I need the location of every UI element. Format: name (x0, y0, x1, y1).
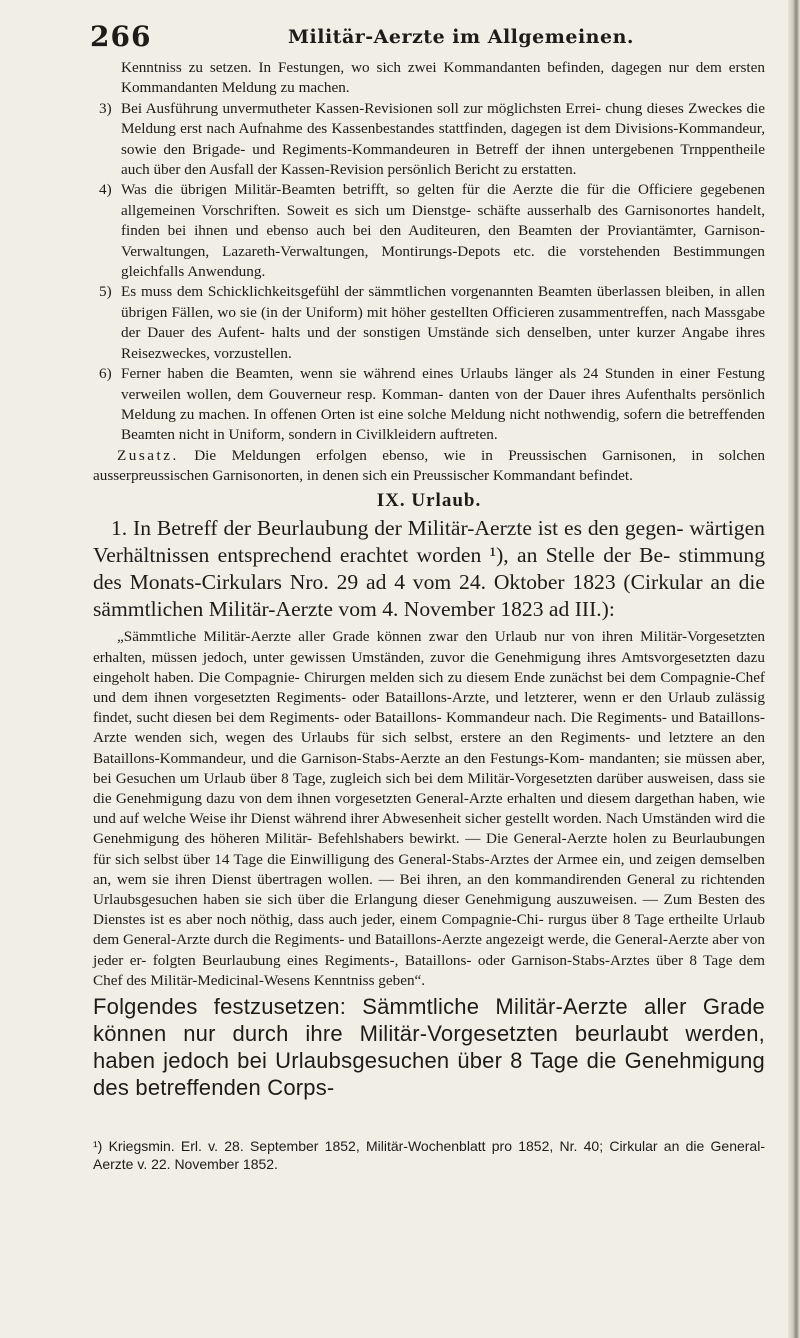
zusatz-paragraph (93, 446, 765, 487)
item-text: Bei Ausführung unvermutheter Kassen-Revisionen soll zur möglichsten Errei- chung dieses Zweckes die Meldung erst nach Aufnahme des Kassenbestandes stattfinden, dagegen ist dem Divisions-Kommandeur, sowie den Brigade- und Regiments-Kommandeuren in Betreff der ihnen untergebenen Trnppentheile auch über den Ausfall der Kassen-Revision persönlich Bericht zu erstatten. (121, 99, 765, 179)
item-text: Ferner haben die Beamten, wenn sie während eines Urlaubs länger als 24 Stunden in einer Festung verweilen wollen, dem Gouverneur resp. Komman- danten von der Dauer ihres Aufenthalts persönlich Meldung zu machen. In offenen Orten ist eine solche Meldung nicht nothwendig, sofern die betreffenden Beamten nicht in Uniform, sondern in Civilkleidern auftreten. (121, 365, 765, 444)
section-heading: IX. Urlaub. (376, 489, 482, 511)
page-body (93, 58, 765, 1173)
list-item-6 (93, 364, 765, 446)
page-header (90, 20, 770, 60)
paragraph-text: In Betreff der Beurlaubung der Militär-Aerzte ist es den gegen- wärtigen Verhältnissen entsprechend erachtet worden ¹), an Stelle der Be- stimmung des Monats-Cirkulars Nro. 29 ad 4 vom 24. Oktober 1823 (Cirkular an die sämmtlichen Militär-Aerzte vom 4. November 1823 ad III.): (93, 515, 765, 622)
section-paragraph-1 (93, 515, 765, 624)
list-item-4 (93, 180, 765, 282)
list-item-3 (93, 99, 765, 181)
item-number: 6) (99, 365, 112, 383)
zusatz-label: Zusatz. (117, 446, 179, 464)
item-number: 3) (99, 99, 112, 117)
page-number: 266 (90, 20, 152, 53)
running-title: Militär-Aerzte im Allgemeinen. (288, 26, 635, 48)
quoted-regulation: „Sämmtliche Militär-Aerzte aller Grade können zwar den Urlaub nur von ihren Militär-Vorgesetzten erhalten, müssen jedoch, unter gewissen Umständen, zuvor die Genehmigung ihres Amtsvorgesetzten dazu eingeholt haben. Die Compagnie- Chirurgen melden sich zu diesem Ende zunächst bei dem Compagnie-Chef und dem ihnen vorgesetzten Regiments- oder Bataillons-Arzte, und letzterer, wenn er den Urlaub zulässig findet, sucht diesen bei dem Regiments- oder Bataillons- Kommandeur nach. Die Regiments- und Bataillons-Arzte wenden sich, wegen des Urlaubs für sich selbst, erstere an den Regiments- und letztere an den Bataillons-Kommandeur, und die Garnison-Stabs-Aerzte an den Festungs-Kom- mandanten; sie müssen aber, bei Gesuchen um Urlaub über 8 Tage, zugleich sich bei dem Militär-Vorgesetzten darüber ausweisen, dass sie die Genehmigung dazu von dem ihnen vorgesetzten General-Arzte erhalten und diesem dargethan haben, wie und auf welche Weise ihr Dienst während ihrer Abwesenheit sicher gestellt worden. Nach Umständen wird die Genehmigung des höheren Militär- Befehlshabers bewirkt. — Die General-Aerzte holen zu Beurlaubungen für sich selbst über 14 Tage die Einwilligung des General-Stabs-Arztes der Armee ein, und zeigen demselben an, wem sie ihren Dienst übertragen wollen. — Bei ihren, an den kommandirenden General zu richtenden Urlaubsgesuchen haben sie sich über die Erlangung dieser Genehmigung auszuweisen. — Zum Besten des Dienstes ist es aber noch nöthig, dass auch jeder, einem Compagnie-Chi- rurgus über 8 Tage ertheilte Urlaub dem General-Arzte durch die Regiments- und Bataillons-Aerzte angezeigt werde, die General-Aerzte aber von jeder er- folgten Beurlaubung eines Regiments-, Bataillons- oder Garnison-Stabs-Arztes über 8 Tage dem Chef des Militär-Medicinal-Wesens Kenntniss geben“. (93, 628, 765, 989)
list-item-5 (93, 282, 765, 364)
item-number: 4) (99, 181, 112, 199)
page-edge-shadow (788, 0, 800, 1338)
item-number: 5) (99, 283, 112, 301)
intro-paragraph: Kenntniss zu setzen. In Festungen, wo sich zwei Kommandanten befinden, dagegen nur dem ersten Kommandanten Meldung zu machen. (121, 59, 765, 97)
paragraph-number: 1. (111, 515, 128, 540)
zusatz-text: Die Meldungen erfolgen ebenso, wie in Preussischen Garnisonen, in solchen ausserpreussischen Garnisonorten, in denen sich ein Preussischer Kommandant befindet. (93, 446, 766, 485)
footnote: ¹) Kriegsmin. Erl. v. 28. September 1852, Militär-Wochenblatt pro 1852, Nr. 40; Cirkular an die General-Aerzte v. 22. November 1852. (93, 1138, 765, 1172)
decree-paragraph: Folgendes festzusetzen: Sämmtliche Militär-Aerzte aller Grade können nur durch ihre Militär-Vorgesetzten beurlaubt werden, haben jedoch bei Urlaubsgesuchen über 8 Tage die Genehmigung des betreffenden Corps- (93, 994, 765, 1100)
item-text: Es muss dem Schicklichkeitsgefühl der sämmtlichen vorgenannten Beamten überlassen bleiben, in allen übrigen Fällen, wo sie (in der Uniform) mit höher gestellten Officieren zusammentreffen, nach Massgabe der Dauer des Aufent- halts und der sonstigen Umstände sich denselben, unter kurzer Angabe ihres Reisezweckes, vorzustellen. (121, 283, 765, 362)
item-text: Was die übrigen Militär-Beamten betrifft, so gelten für die Aerzte die für die Officiere gegebenen allgemeinen Vorschriften. Soweit es sich um Dienstge- schäfte ausserhalb des Garnisonortes handelt, finden bei ihnen und ebenso auch bei den Auditeuren, den Beamten der Proviantämter, Garnison-Verwaltungen, Lazareth-Verwaltungen, Montirungs-Depots etc. die vorstehenden Bestimmungen gleichfalls Anwendung. (121, 181, 765, 281)
